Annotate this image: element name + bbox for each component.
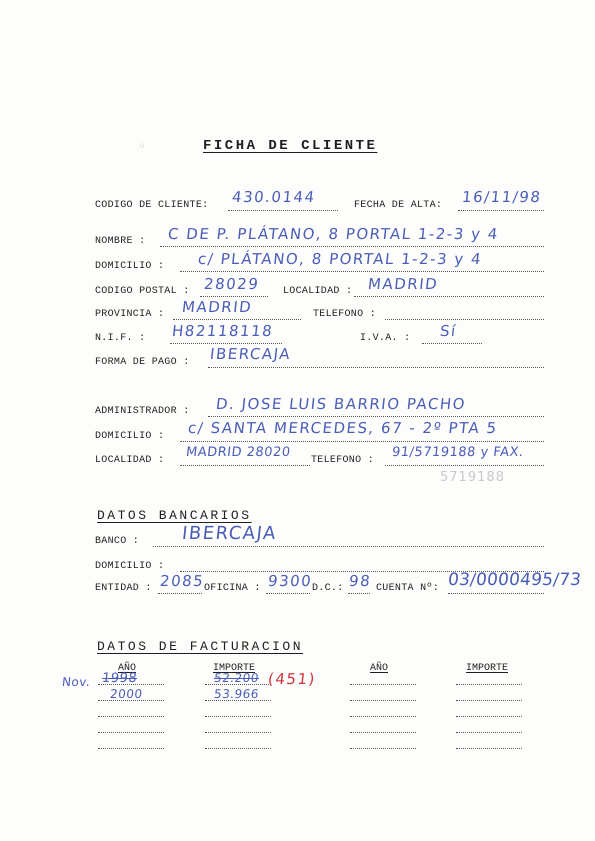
admin-telefono-label: TELEFONO : <box>311 455 375 466</box>
admin-domicilio-value: c/ SANTA MERCEDES, 67 - 2º PTA 5 <box>187 419 499 437</box>
entidad-label: ENTIDAD : <box>95 583 152 594</box>
billing-line <box>205 748 271 749</box>
nombre-value: C DE P. PLÁTANO, 8 PORTAL 1-2-3 y 4 <box>167 225 500 243</box>
col-importe-header: IMPORTE <box>213 663 256 674</box>
entidad-line <box>158 593 202 594</box>
banco-label: BANCO : <box>95 536 140 547</box>
provincia-value: MADRID <box>181 298 254 316</box>
admin-telefono-value: 91/5719188 y FAX. <box>391 445 525 460</box>
codigo-postal-label: CODIGO POSTAL : <box>95 286 190 297</box>
forma-pago-line <box>208 367 544 368</box>
admin-domicilio-label: DOMICILIO : <box>95 431 165 442</box>
billing-line <box>350 732 416 733</box>
localidad-value: MADRID <box>367 275 440 293</box>
cuenta-line <box>448 593 544 594</box>
billing-row-1-importe: 52.200 <box>213 671 260 685</box>
cuenta-label: CUENTA Nº: <box>376 583 440 594</box>
billing-line <box>98 732 164 733</box>
fecha-alta-label: FECHA DE ALTA: <box>354 200 443 211</box>
bank-domicilio-label: DOMICILIO : <box>95 561 165 572</box>
iva-line <box>422 343 482 344</box>
codigo-cliente-value: 430.0144 <box>231 188 317 206</box>
billing-line <box>350 716 416 717</box>
admin-telefono-faint-text: 5719188 <box>440 470 505 485</box>
localidad-label: LOCALIDAD : <box>283 286 353 297</box>
provincia-line <box>173 319 301 320</box>
banco-value: IBERCAJA <box>180 523 278 544</box>
codigo-cliente-line <box>228 210 338 211</box>
nombre-line <box>160 246 544 247</box>
billing-line <box>456 684 522 685</box>
iva-label: I.V.A. : <box>360 333 411 344</box>
dc-value: 98 <box>348 572 373 590</box>
dc-line <box>348 593 370 594</box>
telefono-line <box>385 319 544 320</box>
domicilio-value: c/ PLÁTANO, 8 PORTAL 1-2-3 y 4 <box>197 250 484 268</box>
billing-row-2-ano: 2000 <box>109 687 144 701</box>
oficina-label: OFICINA : <box>204 583 261 594</box>
banco-line <box>153 546 544 547</box>
forma-pago-label: FORMA DE PAGO : <box>95 357 190 368</box>
admin-localidad-line <box>180 465 310 466</box>
codigo-cliente-label: CODIGO DE CLIENTE: <box>95 200 209 211</box>
dc-label: D.C.: <box>312 583 344 594</box>
admin-localidad-value: MADRID 28020 <box>185 445 292 460</box>
billing-row-2-importe: 53.966 <box>213 687 260 701</box>
billing-line <box>205 716 271 717</box>
col-ano-header: AÑO <box>118 663 137 674</box>
nombre-label: NOMBRE : <box>95 236 146 247</box>
nif-value: H82118118 <box>171 322 275 340</box>
entidad-value: 2085 <box>159 572 206 590</box>
provincia-label: PROVINCIA : <box>95 309 165 320</box>
administrador-value: D. JOSE LUIS BARRIO PACHO <box>215 395 467 413</box>
fecha-alta-line <box>458 210 544 211</box>
domicilio-line <box>180 271 544 272</box>
billing-row-1-ano: 1998 <box>101 671 138 686</box>
oficina-value: 9300 <box>267 572 314 590</box>
administrador-line <box>208 416 544 417</box>
billing-line <box>350 748 416 749</box>
admin-domicilio-line <box>180 441 544 442</box>
forma-pago-value: IBERCAJA <box>209 345 293 363</box>
billing-line <box>205 732 271 733</box>
billing-red-note: (451) <box>267 670 317 688</box>
codigo-postal-line <box>200 296 268 297</box>
stray-mark: ⁘ <box>138 142 146 152</box>
localidad-line <box>354 296 544 297</box>
cuenta-value: 03/0000495/73 <box>447 570 583 590</box>
datos-facturacion-heading: DATOS DE FACTURACION <box>97 639 304 654</box>
billing-line <box>350 684 416 685</box>
billing-line <box>456 700 522 701</box>
nif-line <box>170 343 282 344</box>
iva-value: Sí <box>439 322 458 340</box>
col-importe-2-header: IMPORTE <box>466 663 509 674</box>
billing-line <box>98 748 164 749</box>
nif-label: N.I.F. : <box>95 333 146 344</box>
billing-line <box>350 700 416 701</box>
billing-line <box>98 716 164 717</box>
col-ano-2-header: AÑO <box>370 663 389 674</box>
billing-line <box>456 732 522 733</box>
administrador-label: ADMINISTRADOR : <box>95 406 190 417</box>
page-title: FICHA DE CLIENTE <box>203 138 378 154</box>
domicilio-label: DOMICILIO : <box>95 261 165 272</box>
admin-telefono-line <box>385 465 544 466</box>
datos-bancarios-heading: DATOS BANCARIOS <box>97 508 252 523</box>
billing-line <box>456 748 522 749</box>
oficina-line <box>266 593 310 594</box>
telefono-label: TELEFONO : <box>313 309 377 320</box>
billing-line <box>456 716 522 717</box>
billing-margin-note: Nov. <box>61 675 92 689</box>
codigo-postal-value: 28029 <box>203 275 261 293</box>
fecha-alta-value: 16/11/98 <box>461 188 543 206</box>
admin-localidad-label: LOCALIDAD : <box>95 455 165 466</box>
